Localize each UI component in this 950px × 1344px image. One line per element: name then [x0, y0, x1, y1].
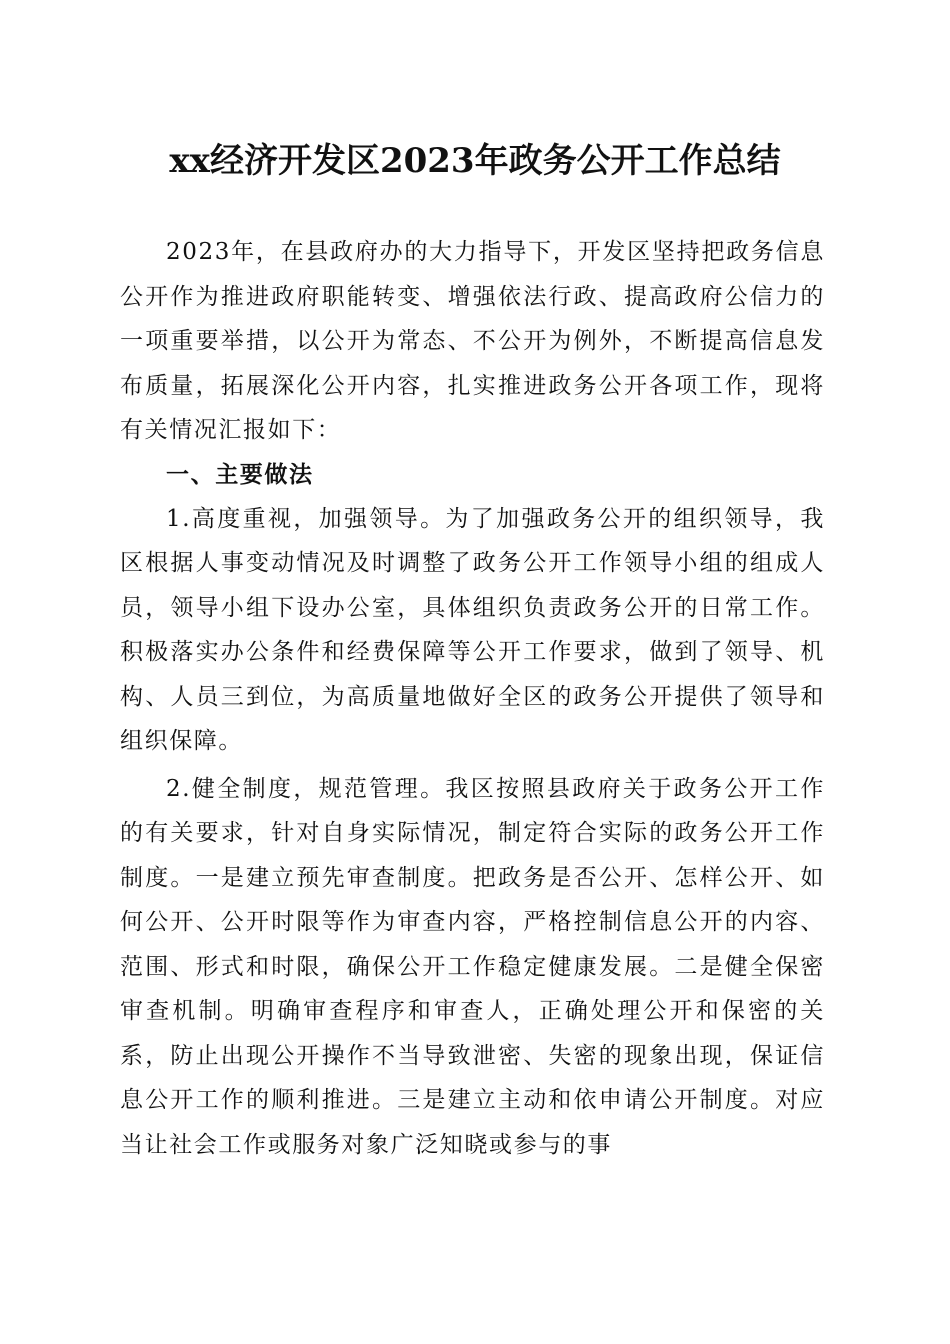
section-heading-main-practices: 一、主要做法 — [166, 461, 314, 488]
item-1-paragraph: 1.高度重视，加强领导。为了加强政务公开的组织领导，我区根据人事变动情况及时调整了政务公开工作领导小组的组成人员，领导小组下设办公室，具体组织负责政务公开的日常工作。积极落实办公条件和经费保障等公开工作要求，做到了领导、机构、人员三到位，为高质量地做好全区的政务公开提供了领导和组织保障。 — [120, 505, 825, 754]
intro-paragraph: 2023年，在县政府办的大力指导下，开发区坚持把政务信息公开作为推进政府职能转变、增强依法行政、提高政府公信力的一项重要举措，以公开为常态、不公开为例外，不断提高信息发布质量，拓展深化公开内容，扎实推进政务公开各项工作，现将有关情况汇报如下： — [120, 239, 825, 443]
document-body — [120, 230, 825, 1167]
document-title: xx经济开发区2023年政务公开工作总结 — [169, 141, 781, 181]
item-2-paragraph: 2.健全制度，规范管理。我区按照县政府关于政务公开工作的有关要求，针对自身实际情况，制定符合实际的政务公开工作制度。一是建立预先审查制度。把政务是否公开、怎样公开、如何公开、公开时限等作为审查内容，严格控制信息公开的内容、范围、形式和时限，确保公开工作稳定健康发展。二是健全保密审查机制。明确审查程序和审查人，正确处理公开和保密的关系，防止出现公开操作不当导致泄密、失密的现象出现，保证信息公开工作的顺利推进。三是建立主动和依申请公开制度。对应当让社会工作或服务对象广泛知晓或参与的事 — [120, 775, 825, 1158]
